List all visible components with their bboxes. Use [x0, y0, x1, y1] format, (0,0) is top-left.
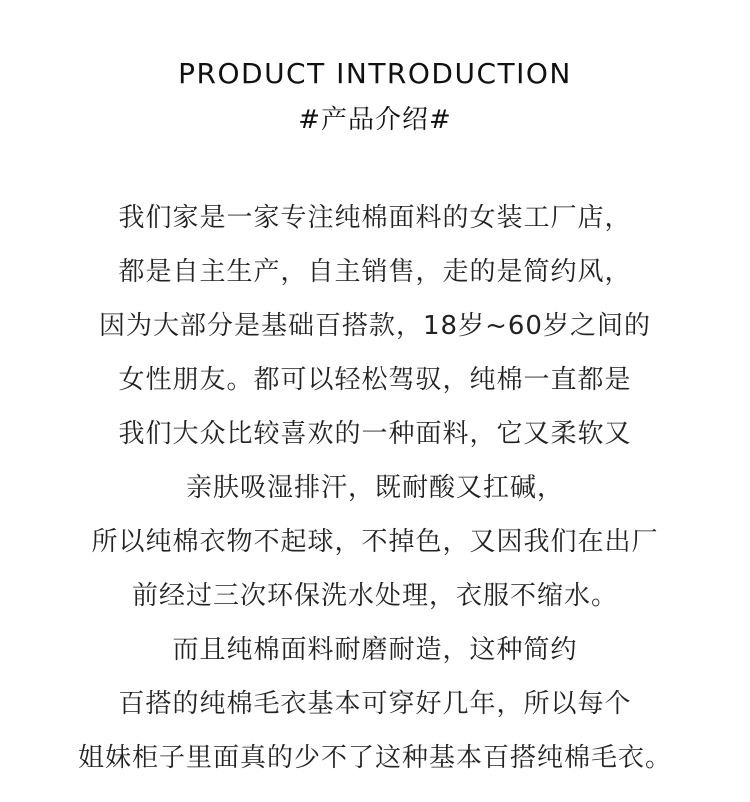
introduction-paragraph	[0, 191, 750, 785]
paragraph-line: 而且纯棉面料耐磨耐造，这种简约	[172, 635, 578, 665]
section-subtitle: #产品介绍#	[298, 105, 452, 135]
paragraph-line: 亲肤吸湿排汗，既耐酸又扛碱，	[185, 473, 564, 503]
paragraph-line: 百搭的纯棉毛衣基本可穿好几年，所以每个	[118, 689, 632, 719]
paragraph-line: 我们家是一家专注纯棉面料的女装工厂店，	[118, 203, 632, 233]
paragraph-line: 前经过三次环保洗水处理，衣服不缩水。	[131, 581, 618, 611]
section-title: PRODUCT INTRODUCTION	[178, 57, 572, 90]
paragraph-line: 所以纯棉衣物不起球，不掉色，又因我们在出厂	[91, 527, 659, 557]
paragraph-line: 因为大部分是基础百搭款，18岁~60岁之间的	[99, 311, 651, 341]
paragraph-line: 姐妹柜子里面真的少不了这种基本百搭纯棉毛衣。	[77, 743, 672, 773]
paragraph-line: 我们大众比较喜欢的一种面料，它又柔软又	[118, 419, 632, 449]
paragraph-line: 女性朋友。都可以轻松驾驭，纯棉一直都是	[118, 365, 632, 395]
paragraph-line: 都是自主生产，自主销售，走的是简约风，	[118, 257, 632, 287]
